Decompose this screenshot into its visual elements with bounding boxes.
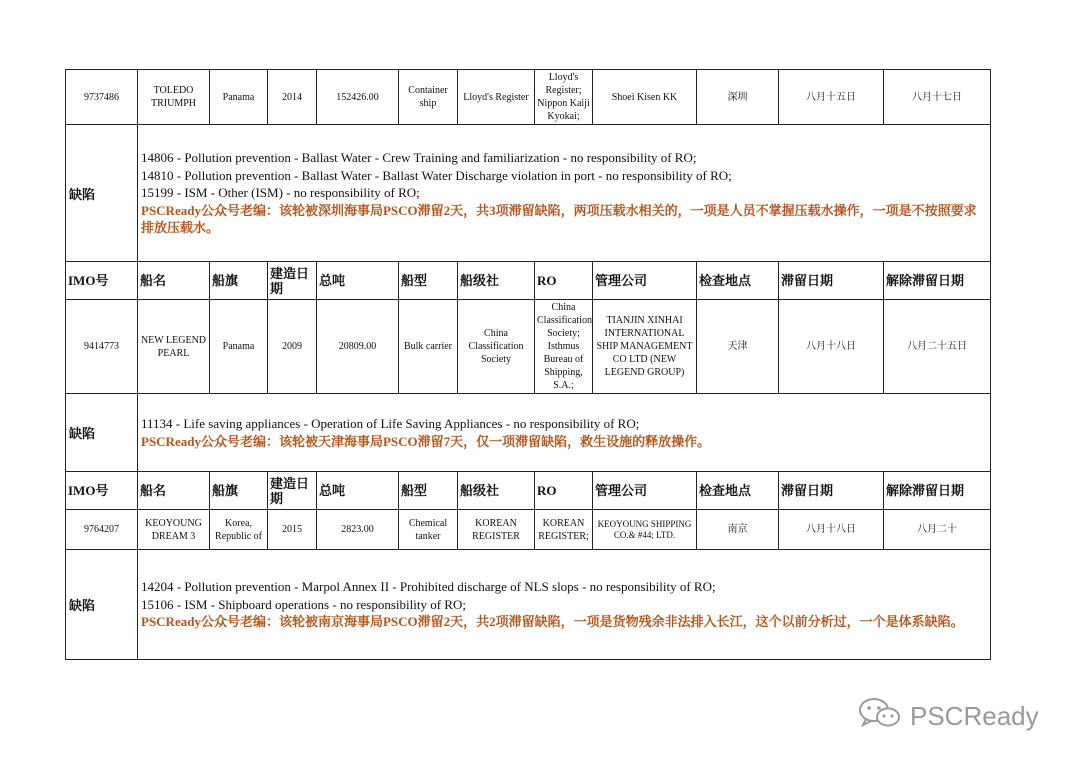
ship-type-cell: Bulk carrier: [399, 300, 458, 394]
editor-note: PSCReady公众号老编：该轮被天津海事局PSCO滞留7天，仅一项滞留缺陷，救生设施的释放操作。: [141, 433, 711, 449]
place-cell: 深圳: [697, 70, 779, 125]
header-built: 建造日期: [268, 472, 317, 510]
header-built: 建造日期: [268, 262, 317, 300]
ship-name-cell: TOLEDO TRIUMPH: [138, 70, 210, 125]
class-cell: China Classification Society: [458, 300, 535, 394]
detention-table: [65, 69, 991, 660]
header-class: 船级社: [458, 472, 535, 510]
header-flag: 船旗: [210, 472, 268, 510]
flag-cell: Panama: [210, 70, 268, 125]
editor-note: PSCReady公众号老编：该轮被南京海事局PSCO滞留2天，共2项滞留缺陷，一项是货物残余非法排入长江，这个以前分析过，一个是体系缺陷。: [141, 614, 964, 630]
built-cell: 2015: [268, 510, 317, 550]
defects-label: 缺陷: [66, 394, 138, 472]
gt-cell: 20809.00: [317, 300, 399, 394]
header-row: [66, 262, 991, 300]
company-cell: TIANJIN XINHAI INTERNATIONAL SHIP MANAGEMENT CO LTD (NEW LEGEND GROUP): [593, 300, 697, 394]
header-class: 船级社: [458, 262, 535, 300]
ro-cell: Lloyd's Register; Nippon Kaiji Kyokai;: [535, 70, 593, 125]
detention-date-cell: 八月十八日: [779, 300, 884, 394]
defects-label: 缺陷: [66, 550, 138, 660]
header-release-date: 解除滞留日期: [884, 262, 991, 300]
header-ro: RO: [535, 472, 593, 510]
header-type: 船型: [399, 262, 458, 300]
defects-label: 缺陷: [66, 125, 138, 262]
watermark: [858, 696, 1039, 736]
header-gt: 总吨: [317, 472, 399, 510]
defect-line: 11134 - Life saving appliances - Operation of Life Saving Appliances - no responsibility of RO;: [141, 416, 640, 431]
ship-row: [66, 300, 991, 394]
header-place: 检查地点: [697, 472, 779, 510]
flag-cell: Panama: [210, 300, 268, 394]
defects-cell: [138, 125, 991, 262]
imo-cell: 9414773: [66, 300, 138, 394]
defect-line: 15199 - ISM - Other (ISM) - no responsibility of RO;: [141, 185, 420, 201]
ship-type-cell: Chemical tanker: [399, 510, 458, 550]
defect-line: 14810 - Pollution prevention - Ballast Water - Ballast Water Discharge violation in port - no responsibility of RO;: [141, 167, 732, 183]
gt-cell: 152426.00: [317, 70, 399, 125]
header-place: 检查地点: [697, 262, 779, 300]
company-cell: Shoei Kisen KK: [593, 70, 697, 125]
defects-row: [66, 550, 991, 660]
watermark-text: PSCReady: [910, 700, 1039, 731]
flag-cell: Korea, Republic of: [210, 510, 268, 550]
class-cell: KOREAN REGISTER: [458, 510, 535, 550]
defect-line: 14806 - Pollution prevention - Ballast Water - Crew Training and familiarization - no responsibility of RO;: [141, 150, 697, 166]
header-ro: RO: [535, 262, 593, 300]
header-name: 船名: [138, 472, 210, 510]
header-release-date: 解除滞留日期: [884, 472, 991, 510]
header-detention-date: 滞留日期: [779, 262, 884, 300]
class-cell: Lloyd's Register: [458, 70, 535, 125]
defects-cell: [138, 550, 991, 660]
ship-row: [66, 70, 991, 125]
release-date-cell: 八月二十: [884, 510, 991, 550]
ship-name-cell: NEW LEGEND PEARL: [138, 300, 210, 394]
place-cell: 天津: [697, 300, 779, 394]
wechat-icon: [858, 696, 910, 737]
ship-type-cell: Container ship: [399, 70, 458, 125]
release-date-cell: 八月二十五日: [884, 300, 991, 394]
header-type: 船型: [399, 472, 458, 510]
built-cell: 2009: [268, 300, 317, 394]
defects-cell: [138, 394, 991, 472]
detention-date-cell: 八月十五日: [779, 70, 884, 125]
release-date-cell: 八月十七日: [884, 70, 991, 125]
imo-cell: 9737486: [66, 70, 138, 125]
header-company: 管理公司: [593, 472, 697, 510]
gt-cell: 2823.00: [317, 510, 399, 550]
ship-name-cell: KEOYOUNG DREAM 3: [138, 510, 210, 550]
place-cell: 南京: [697, 510, 779, 550]
company-cell: KEOYOUNG SHIPPING CO.& #44; LTD.: [593, 510, 697, 550]
header-detention-date: 滞留日期: [779, 472, 884, 510]
editor-note: PSCReady公众号老编：该轮被深圳海事局PSCO滞留2天，共3项滞留缺陷，两项压载水相关的，一项是人员不掌握压载水操作，一项是不按照要求排放压载水。: [141, 202, 977, 236]
defects-row: [66, 125, 991, 262]
ship-row: [66, 510, 991, 550]
header-imo: IMO号: [66, 472, 138, 510]
header-company: 管理公司: [593, 262, 697, 300]
defect-line: 15106 - ISM - Shipboard operations - no responsibility of RO;: [141, 596, 466, 612]
header-flag: 船旗: [210, 262, 268, 300]
defects-row: [66, 394, 991, 472]
imo-cell: 9764207: [66, 510, 138, 550]
header-row: [66, 472, 991, 510]
defect-line: 14204 - Pollution prevention - Marpol Annex II - Prohibited discharge of NLS slops - no responsibility of RO;: [141, 579, 716, 595]
header-imo: IMO号: [66, 262, 138, 300]
ro-cell: China Classification Society; Isthmus Bureau of Shipping, S.A.;: [535, 300, 593, 394]
ro-cell: KOREAN REGISTER;: [535, 510, 593, 550]
header-gt: 总吨: [317, 262, 399, 300]
header-name: 船名: [138, 262, 210, 300]
detention-date-cell: 八月十八日: [779, 510, 884, 550]
built-cell: 2014: [268, 70, 317, 125]
